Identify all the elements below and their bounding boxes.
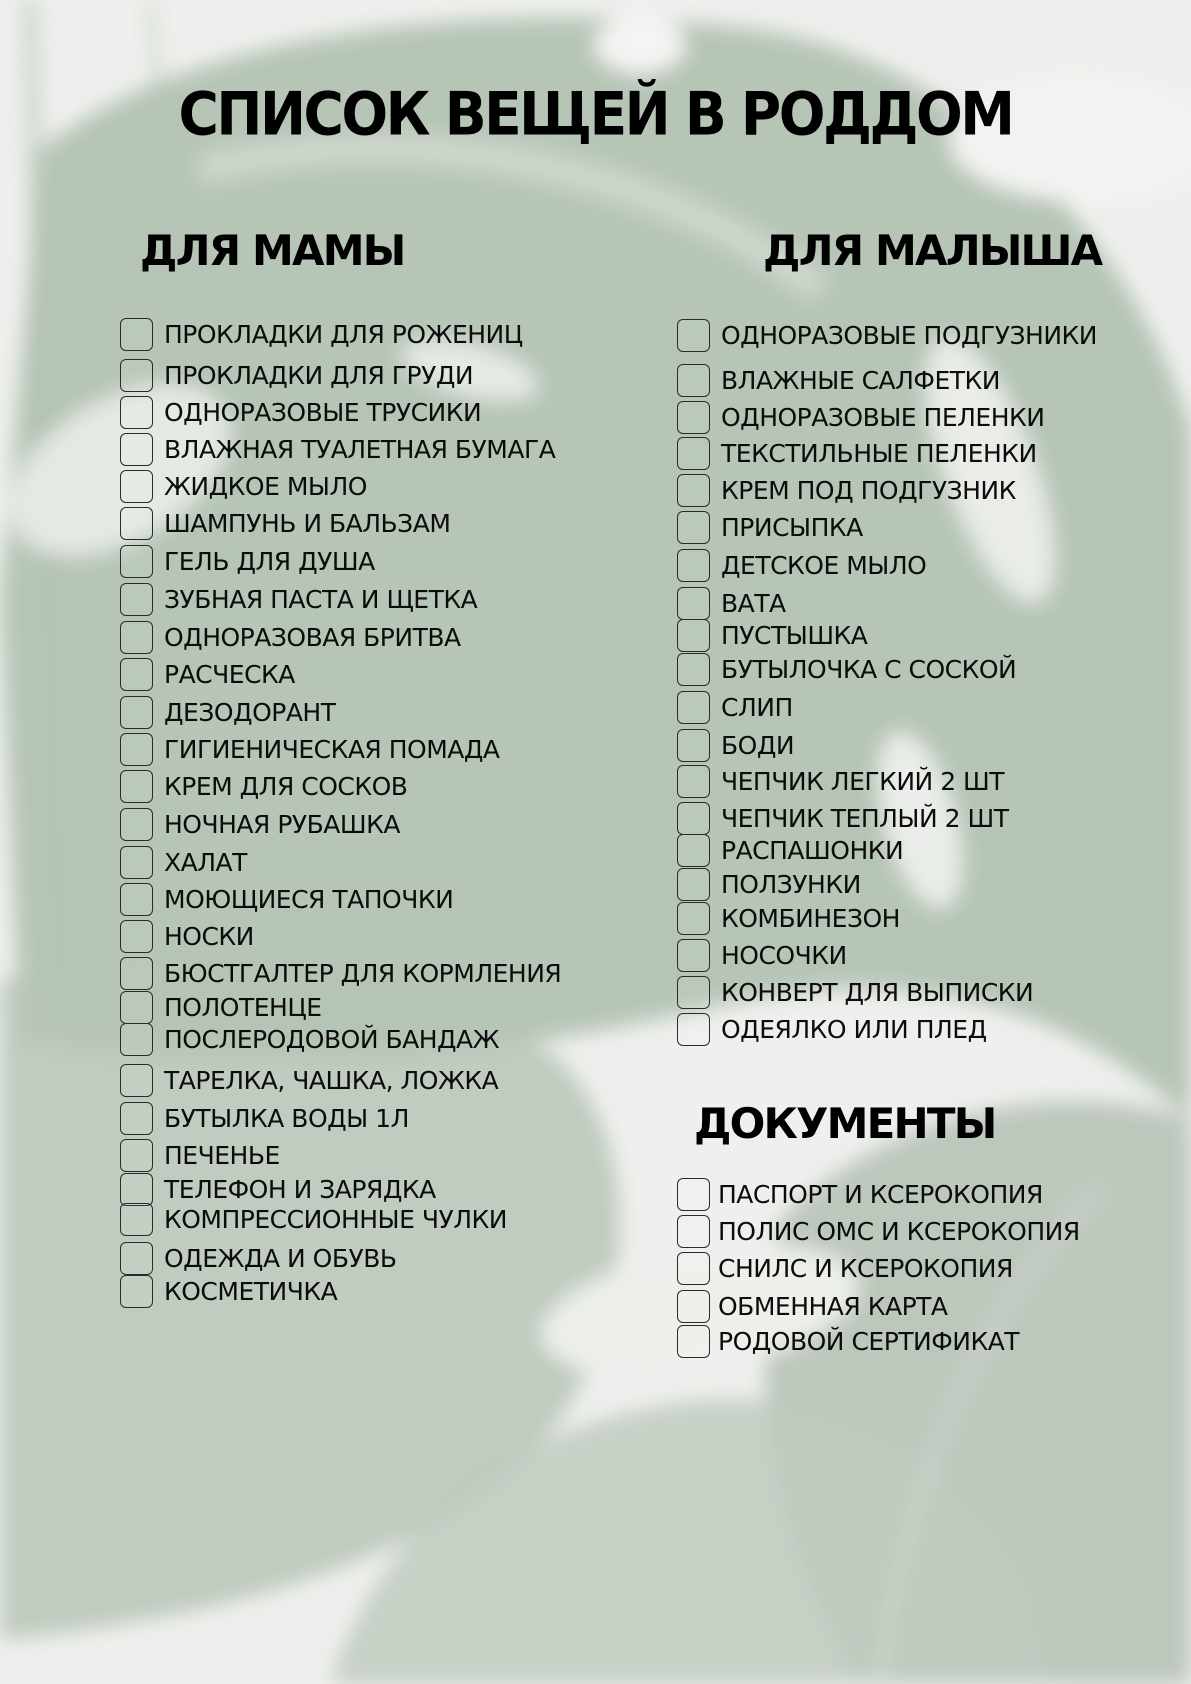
- checklist-item[interactable]: [677, 1177, 1043, 1211]
- checklist-item-label: ТЕКСТИЛЬНЫЕ ПЕЛЕНКИ: [721, 438, 1037, 468]
- checkbox[interactable]: [120, 1064, 153, 1097]
- checklist-item-label: КРЕМ ПОД ПОДГУЗНИК: [721, 475, 1016, 505]
- checklist-item[interactable]: [677, 400, 1044, 434]
- checklist-item[interactable]: [120, 1063, 498, 1097]
- checklist-item[interactable]: [120, 1202, 507, 1236]
- checklist-item-label: ХАЛАТ: [164, 847, 247, 877]
- section-heading-baby: ДЛЯ МАЛЫША: [763, 226, 1102, 275]
- checklist-item-label: ОДНОРАЗОВЫЕ ПЕЛЕНКИ: [721, 402, 1045, 432]
- checklist-item[interactable]: [120, 1101, 409, 1135]
- checklist-item[interactable]: [677, 318, 1097, 352]
- checklist-item[interactable]: [677, 363, 1000, 397]
- checklist-item-label: ОДНОРАЗОВЫЕ ПОДГУЗНИКИ: [721, 320, 1097, 350]
- checkbox[interactable]: [120, 583, 153, 616]
- checklist-item-label: КОСМЕТИЧКА: [164, 1276, 338, 1306]
- checkbox[interactable]: [120, 1139, 153, 1172]
- checkbox[interactable]: [677, 401, 710, 434]
- checklist-item-label: НОЧНАЯ РУБАШКА: [164, 809, 400, 839]
- checkbox[interactable]: [120, 433, 153, 466]
- checkbox[interactable]: [677, 319, 710, 352]
- checklist-item-label: ПОЛИС ОМС И КСЕРОКОПИЯ: [718, 1216, 1080, 1246]
- checkbox[interactable]: [677, 1252, 710, 1285]
- checklist-item-label: ПОЛЗУНКИ: [721, 869, 861, 899]
- checklist-item-label: РАСЧЕСКА: [164, 659, 295, 689]
- checkbox[interactable]: [677, 587, 710, 620]
- checkbox[interactable]: [677, 834, 710, 867]
- checklist-item-label: ОДЕЖДА И ОБУВЬ: [164, 1243, 397, 1273]
- checkbox[interactable]: [677, 653, 710, 686]
- checklist-item[interactable]: [120, 620, 461, 654]
- checklist-item-label: ПОСЛЕРОДОВОЙ БАНДАЖ: [164, 1024, 500, 1054]
- checkbox[interactable]: [120, 507, 153, 540]
- checklist-item[interactable]: [677, 1289, 948, 1323]
- checkbox[interactable]: [120, 359, 153, 392]
- checklist-item[interactable]: [120, 807, 400, 841]
- checklist-item[interactable]: [120, 582, 477, 616]
- checklist-item[interactable]: [677, 833, 903, 867]
- checklist-item[interactable]: [677, 690, 793, 724]
- checklist-item-label: ГИГИЕНИЧЕСКАЯ ПОМАДА: [164, 734, 500, 764]
- checklist-item[interactable]: [120, 845, 247, 879]
- checkbox[interactable]: [120, 733, 153, 766]
- checkbox[interactable]: [120, 696, 153, 729]
- checklist-item[interactable]: [120, 769, 407, 803]
- checklist-item[interactable]: [120, 882, 453, 916]
- checkbox[interactable]: [120, 1173, 153, 1206]
- checkbox[interactable]: [677, 729, 710, 762]
- checkbox[interactable]: [120, 658, 153, 691]
- checklist-item-label: ЗУБНАЯ ПАСТА И ЩЕТКА: [164, 584, 478, 614]
- checkbox[interactable]: [120, 545, 153, 578]
- checklist-item-label: ЧЕПЧИК ТЕПЛЫЙ 2 ШТ: [721, 803, 1009, 833]
- checkbox[interactable]: [677, 802, 710, 835]
- section-heading-mom: ДЛЯ МАМЫ: [140, 226, 405, 275]
- checklist-item-label: КОМПРЕССИОННЫЕ ЧУЛКИ: [164, 1204, 507, 1234]
- checkbox[interactable]: [120, 396, 153, 429]
- checkbox[interactable]: [120, 957, 153, 990]
- checklist-item[interactable]: [677, 975, 1033, 1009]
- checklist-item-label: ОДНОРАЗОВАЯ БРИТВА: [164, 622, 461, 652]
- checklist-item-label: СЛИП: [721, 692, 793, 722]
- checklist-item[interactable]: [677, 436, 1037, 470]
- checklist-item[interactable]: [677, 728, 794, 762]
- checkbox[interactable]: [677, 619, 710, 652]
- checkbox[interactable]: [120, 1203, 153, 1236]
- checklist-item-label: ДЕЗОДОРАНТ: [164, 697, 336, 727]
- checklist-item[interactable]: [677, 1012, 987, 1046]
- checklist-item[interactable]: [677, 510, 863, 544]
- checklist-item[interactable]: [120, 695, 336, 729]
- checklist-item[interactable]: [120, 956, 561, 990]
- checklist-item[interactable]: [677, 1251, 1013, 1285]
- checklist-item[interactable]: [120, 1172, 436, 1206]
- checklist-item-label: ПРОКЛАДКИ ДЛЯ РОЖЕНИЦ: [164, 319, 523, 349]
- checkbox[interactable]: [677, 691, 710, 724]
- checklist-item-label: ОДЕЯЛКО ИЛИ ПЛЕД: [721, 1014, 987, 1044]
- checkbox[interactable]: [677, 868, 710, 901]
- checklist-item[interactable]: [677, 652, 1016, 686]
- checkbox[interactable]: [120, 470, 153, 503]
- checklist-item[interactable]: [677, 586, 786, 620]
- checklist-item-label: ВЛАЖНАЯ ТУАЛЕТНАЯ БУМАГА: [164, 434, 556, 464]
- checkbox[interactable]: [120, 1242, 153, 1275]
- checkbox[interactable]: [677, 939, 710, 972]
- checkbox[interactable]: [120, 920, 153, 953]
- checklist-item-label: КОНВЕРТ ДЛЯ ВЫПИСКИ: [721, 977, 1034, 1007]
- checklist-item-label: ВАТА: [721, 588, 786, 618]
- checkbox[interactable]: [677, 437, 710, 470]
- checklist-item[interactable]: [677, 473, 1016, 507]
- checklist-item-label: ПРИСЫПКА: [721, 512, 863, 542]
- checkbox[interactable]: [120, 770, 153, 803]
- checklist-item[interactable]: [120, 1022, 499, 1056]
- checkbox[interactable]: [677, 1325, 710, 1358]
- checklist-item[interactable]: [120, 358, 473, 392]
- checklist-item[interactable]: [120, 1241, 397, 1275]
- checklist-item-label: ТЕЛЕФОН И ЗАРЯДКА: [164, 1174, 436, 1204]
- checklist-item-label: ТАРЕЛКА, ЧАШКА, ЛОЖКА: [164, 1065, 499, 1095]
- checklist-item[interactable]: [677, 801, 1009, 835]
- checkbox[interactable]: [120, 1102, 153, 1135]
- checklist-item[interactable]: [120, 317, 523, 351]
- checklist-item[interactable]: [120, 1274, 337, 1308]
- checkbox[interactable]: [677, 364, 710, 397]
- checklist-item-label: СНИЛС И КСЕРОКОПИЯ: [718, 1253, 1013, 1283]
- checklist-item-label: ЧЕПЧИК ЛЕГКИЙ 2 ШТ: [721, 766, 1005, 796]
- checkbox[interactable]: [120, 1023, 153, 1056]
- checklist-item[interactable]: [120, 1138, 280, 1172]
- section-heading-docs: ДОКУМЕНТЫ: [694, 1099, 996, 1148]
- checklist-item-label: ЖИДКОЕ МЫЛО: [164, 471, 367, 501]
- checklist-item-label: ПОЛОТЕНЦЕ: [164, 992, 322, 1022]
- checklist-item-label: ШАМПУНЬ И БАЛЬЗАМ: [164, 508, 451, 538]
- checkbox[interactable]: [120, 1275, 153, 1308]
- checkbox[interactable]: [120, 991, 153, 1024]
- checkbox[interactable]: [677, 511, 710, 544]
- checklist-item-label: БЮСТГАЛТЕР ДЛЯ КОРМЛЕНИЯ: [164, 958, 562, 988]
- checklist-item[interactable]: [120, 469, 367, 503]
- checklist-item-label: МОЮЩИЕСЯ ТАПОЧКИ: [164, 884, 454, 914]
- checklist-item-label: ДЕТСКОЕ МЫЛО: [721, 550, 927, 580]
- checklist-item[interactable]: [120, 432, 555, 466]
- checklist-item-label: КОМБИНЕЗОН: [721, 903, 900, 933]
- checklist-item[interactable]: [120, 919, 254, 953]
- checklist-item-label: ПРОКЛАДКИ ДЛЯ ГРУДИ: [164, 360, 474, 390]
- checklist-item[interactable]: [120, 657, 295, 691]
- checkbox[interactable]: [120, 883, 153, 916]
- checklist-item-label: БУТЫЛОЧКА С СОСКОЙ: [721, 654, 1017, 684]
- checklist-item-label: ОДНОРАЗОВЫЕ ТРУСИКИ: [164, 397, 482, 427]
- checklist-item-label: КРЕМ ДЛЯ СОСКОВ: [164, 771, 408, 801]
- checklist-item[interactable]: [677, 938, 847, 972]
- checklist-item-label: НОСКИ: [164, 921, 254, 951]
- checklist-item-label: НОСОЧКИ: [721, 940, 847, 970]
- checklist-item[interactable]: [120, 395, 481, 429]
- checkbox[interactable]: [120, 318, 153, 351]
- checkbox[interactable]: [677, 976, 710, 1009]
- checklist-item-label: БОДИ: [721, 730, 795, 760]
- checklist-item[interactable]: [120, 544, 375, 578]
- checklist-item-label: ВЛАЖНЫЕ САЛФЕТКИ: [721, 365, 1000, 395]
- checklist-item[interactable]: [677, 764, 1004, 798]
- checkbox[interactable]: [677, 1215, 710, 1248]
- checklist-item[interactable]: [120, 732, 500, 766]
- checklist-item-label: ПЕЧЕНЬЕ: [164, 1140, 280, 1170]
- checklist-item[interactable]: [677, 1214, 1080, 1248]
- checkbox[interactable]: [120, 808, 153, 841]
- checkbox[interactable]: [677, 902, 710, 935]
- checklist-item-label: ПАСПОРТ И КСЕРОКОПИЯ: [718, 1179, 1043, 1209]
- checkbox[interactable]: [677, 549, 710, 582]
- page-title: СПИСОК ВЕЩЕЙ В РОДДОМ: [178, 79, 1013, 149]
- checklist-item[interactable]: [120, 990, 322, 1024]
- checklist-item[interactable]: [677, 901, 900, 935]
- checklist-item-label: РАСПАШОНКИ: [721, 835, 904, 865]
- checklist-item[interactable]: [677, 867, 861, 901]
- checklist-item[interactable]: [677, 618, 867, 652]
- checklist-item-label: РОДОВОЙ СЕРТИФИКАТ: [718, 1326, 1020, 1356]
- checklist-item-label: ПУСТЫШКА: [721, 620, 868, 650]
- checklist-item[interactable]: [677, 548, 926, 582]
- checkbox[interactable]: [120, 621, 153, 654]
- checkbox[interactable]: [677, 1290, 710, 1323]
- checkbox[interactable]: [677, 474, 710, 507]
- checklist-item[interactable]: [677, 1324, 1019, 1358]
- checkbox[interactable]: [677, 1178, 710, 1211]
- checklist-item-label: ОБМЕННАЯ КАРТА: [718, 1291, 948, 1321]
- checklist-item-label: ГЕЛЬ ДЛЯ ДУША: [164, 546, 375, 576]
- checkbox[interactable]: [677, 765, 710, 798]
- checkbox[interactable]: [120, 846, 153, 879]
- checkbox[interactable]: [677, 1013, 710, 1046]
- checklist-item-label: БУТЫЛКА ВОДЫ 1Л: [164, 1103, 409, 1133]
- checklist-item[interactable]: [120, 506, 450, 540]
